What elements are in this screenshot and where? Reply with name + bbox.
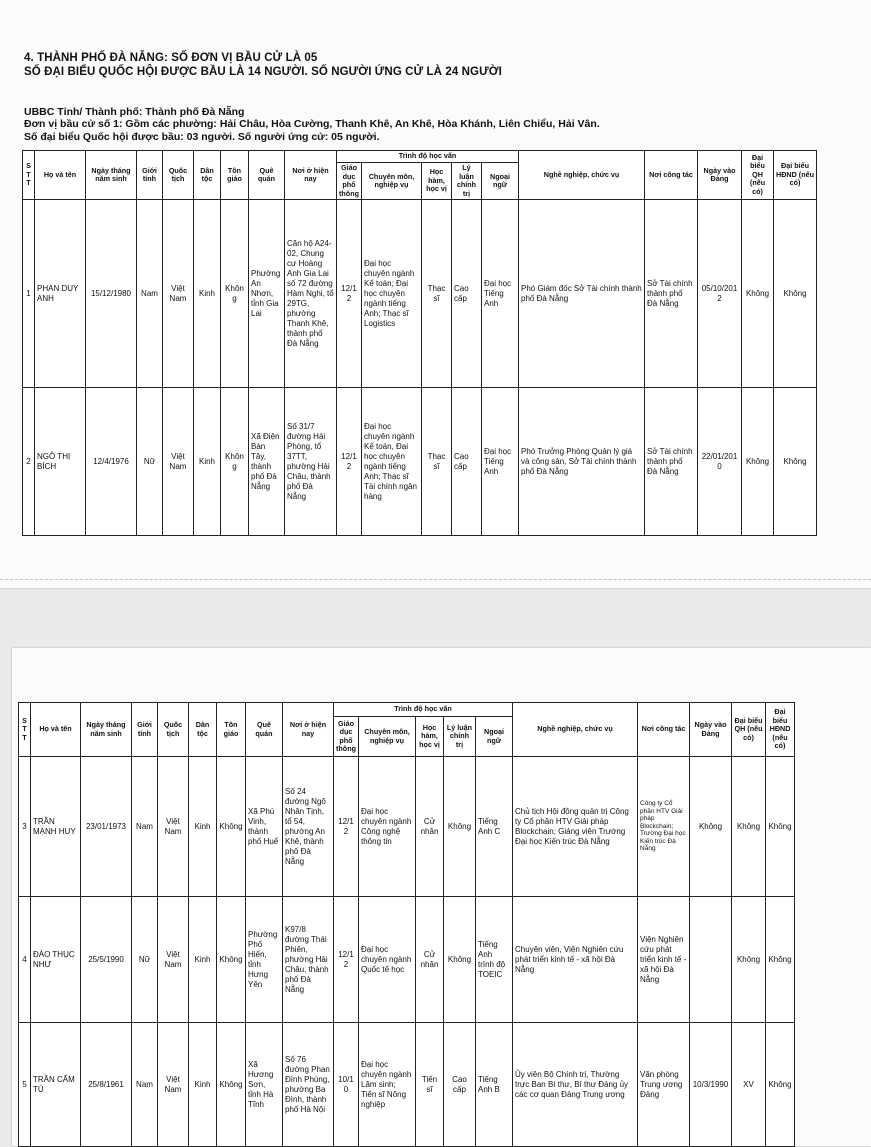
- cell-stt: 2: [23, 388, 35, 536]
- header-ethnicity: Dân tộc: [194, 151, 221, 200]
- cell-na-delegate: XV: [732, 1023, 766, 1147]
- cell-na-delegate: Không: [742, 200, 774, 388]
- cell-specialty: Đại học chuyên ngành Công nghệ thông tin: [359, 757, 416, 897]
- cell-specialty: Đại học chuyên ngành Quốc tế học: [359, 897, 416, 1023]
- cell-ethnicity: Kinh: [194, 200, 221, 388]
- table-row: [19, 897, 795, 1023]
- header-occupation: Nghề nghiệp, chức vụ: [513, 703, 638, 757]
- cell-hometown: Phường Phố Hiến, tỉnh Hưng Yên: [246, 897, 283, 1023]
- cell-council-delegate: Không: [774, 200, 817, 388]
- cell-na-delegate: Không: [732, 757, 766, 897]
- cell-language: Đại học Tiếng Anh: [482, 388, 519, 536]
- cell-residence: Số 31/7 đường Hải Phòng, tổ 37TT, phường Hải Châu, thành phố Đà Nẵng: [285, 388, 337, 536]
- cell-gender: Nam: [132, 1023, 158, 1147]
- election-committee: UBBC Tỉnh/ Thành phố: Thành phố Đà Nẵng: [24, 106, 245, 118]
- cell-gender: Nam: [137, 200, 163, 388]
- header-na-delegate: Đại biểu QH (nếu có): [742, 151, 774, 200]
- cell-nationality: Việt Nam: [163, 200, 194, 388]
- cell-na-delegate: Không: [742, 388, 774, 536]
- cell-degree: Thạc sĩ: [422, 388, 452, 536]
- cell-name: PHAN DUY ANH: [35, 200, 86, 388]
- table-row: [23, 388, 817, 536]
- cell-politics: Cao cấp: [444, 1023, 476, 1147]
- header-education-group: Trình độ học vấn: [334, 703, 513, 717]
- cell-general-edu: 12/12: [334, 757, 359, 897]
- cell-specialty: Đại học chuyên ngành Kế toán, Đại học chuyên ngành tiếng Anh; Thạc sĩ Tài chính ngân hàng: [362, 388, 422, 536]
- header-hometown: Quê quán: [246, 703, 283, 757]
- cell-general-edu: 12/12: [337, 200, 362, 388]
- header-specialty: Chuyên môn, nghiệp vụ: [359, 717, 416, 757]
- cell-council-delegate: Không: [766, 757, 795, 897]
- delegate-counts: Số đại biểu Quốc hội được bầu: 03 người. Số người ứng cử: 05 người.: [24, 131, 380, 143]
- electoral-unit: Đơn vị bầu cử số 1: Gồm các phường: Hải Châu, Hòa Cường, Thanh Khê, An Khê, Hòa Khánh, Liên Chiểu, Hải Vân.: [24, 118, 600, 130]
- header-dob: Ngày tháng năm sinh: [81, 703, 132, 757]
- cell-language: Tiếng Anh B: [476, 1023, 513, 1147]
- cell-workplace: Công ty Cổ phần HTV Giải pháp Blockchain; Trường Đại học Kiến trúc Đà Nẵng: [638, 757, 690, 897]
- cell-language: Tiếng Anh trình độ TOEIC: [476, 897, 513, 1023]
- cell-specialty: Đại học chuyên ngành Kế toán; Đại học chuyên ngành tiếng Anh; Thạc sĩ Logistics: [362, 200, 422, 388]
- cell-name: TRẦN CẨM TÚ: [31, 1023, 81, 1147]
- cell-hometown: Xã Phú Vinh, thành phố Huế: [246, 757, 283, 897]
- cell-general-edu: 12/12: [334, 897, 359, 1023]
- cell-nationality: Việt Nam: [158, 897, 189, 1023]
- table-row: [19, 1023, 795, 1147]
- cell-party-date: 22/01/2010: [698, 388, 742, 536]
- cell-name: ĐÀO THỤC NHƯ: [31, 897, 81, 1023]
- cell-degree: Tiến sĩ: [416, 1023, 444, 1147]
- header-religion: Tôn giáo: [221, 151, 249, 200]
- cell-workplace: Sở Tài chính thành phố Đà Nẵng: [645, 388, 698, 536]
- candidate-table-1: [22, 150, 817, 536]
- cell-ethnicity: Kinh: [189, 757, 217, 897]
- cell-stt: 3: [19, 757, 31, 897]
- candidate-table-2: [18, 702, 795, 1147]
- header-council-delegate: Đại biểu HĐND (nếu có): [766, 703, 795, 757]
- cell-religion: Không: [217, 757, 246, 897]
- cell-dob: 12/4/1976: [86, 388, 137, 536]
- cell-stt: 4: [19, 897, 31, 1023]
- header-language: Ngoại ngữ: [476, 717, 513, 757]
- cell-stt: 1: [23, 200, 35, 388]
- cell-religion: Không: [217, 1023, 246, 1147]
- header-ethnicity: Dân tộc: [189, 703, 217, 757]
- cell-hometown: Xã Hương Sơn, tỉnh Hà Tĩnh: [246, 1023, 283, 1147]
- cell-workplace: Văn phòng Trung ương Đảng: [638, 1023, 690, 1147]
- header-residence: Nơi ở hiện nay: [283, 703, 334, 757]
- document-title-line2: SỐ ĐẠI BIỂU QUỐC HỘI ĐƯỢC BẦU LÀ 14 NGƯỜI. SỐ NGƯỜI ỨNG CỬ LÀ 24 NGƯỜI: [24, 66, 502, 78]
- header-general-edu: Giáo dục phổ thông: [337, 163, 362, 200]
- cell-gender: Nữ: [137, 388, 163, 536]
- header-council-delegate: Đại biểu HĐND (nếu có): [774, 151, 817, 200]
- header-education-group: Trình độ học vấn: [337, 151, 519, 163]
- cell-general-edu: 10/10: [334, 1023, 359, 1147]
- cell-workplace: Sở Tài chính thành phố Đà Nẵng: [645, 200, 698, 388]
- cell-na-delegate: Không: [732, 897, 766, 1023]
- cell-council-delegate: Không: [774, 388, 817, 536]
- cell-occupation: Chuyên viên, Viện Nghiên cứu phát triển kinh tế - xã hội Đà Nẵng: [513, 897, 638, 1023]
- cell-party-date: Không: [690, 757, 732, 897]
- header-gender: Giới tính: [137, 151, 163, 200]
- table-row: [19, 757, 795, 897]
- cell-council-delegate: Không: [766, 897, 795, 1023]
- header-occupation: Nghề nghiệp, chức vụ: [519, 151, 645, 200]
- cell-nationality: Việt Nam: [158, 757, 189, 897]
- cell-dob: 25/8/1961: [81, 1023, 132, 1147]
- cell-language: Đại học Tiếng Anh: [482, 200, 519, 388]
- cell-residence: Căn hộ A24-02, Chung cư Hoàng Anh Gia Lai số 72 đường Hàm Nghi, tổ 29TG, phường Thanh Khê, thành phố Đà Nẵng: [285, 200, 337, 388]
- header-name: Họ và tên: [35, 151, 86, 200]
- cell-general-edu: 12/12: [337, 388, 362, 536]
- header-workplace: Nơi công tác: [645, 151, 698, 200]
- cell-politics: Cao cấp: [452, 200, 482, 388]
- cell-occupation: Chủ tịch Hội đồng quản trị Công ty Cổ phần HTV Giải pháp Blockchain; Giảng viên Trường Đại học Kiến trúc Đà Nẵng: [513, 757, 638, 897]
- cell-degree: Thạc sĩ: [422, 200, 452, 388]
- header-politics: Lý luận chính trị: [452, 163, 482, 200]
- cell-religion: Không: [221, 388, 249, 536]
- document-page-2: [12, 648, 871, 1146]
- header-hometown: Quê quán: [249, 151, 285, 200]
- cell-ethnicity: Kinh: [194, 388, 221, 536]
- header-politics: Lý luận chính trị: [444, 717, 476, 757]
- cell-gender: Nam: [132, 757, 158, 897]
- cell-hometown: Phường An Nhơn, tỉnh Gia Lai: [249, 200, 285, 388]
- header-workplace: Nơi công tác: [638, 703, 690, 757]
- header-dob: Ngày tháng năm sinh: [86, 151, 137, 200]
- cell-gender: Nữ: [132, 897, 158, 1023]
- cell-workplace: Viện Nghiên cứu phát triển kinh tế - xã hội Đà Nẵng: [638, 897, 690, 1023]
- cell-party-date: 05/10/2012: [698, 200, 742, 388]
- header-name: Họ và tên: [31, 703, 81, 757]
- cell-party-date: [690, 897, 732, 1023]
- cell-politics: Không: [444, 897, 476, 1023]
- cell-dob: 15/12/1980: [86, 200, 137, 388]
- header-na-delegate: Đại biểu QH (nếu có): [732, 703, 766, 757]
- cell-nationality: Việt Nam: [163, 388, 194, 536]
- cell-degree: Cử nhân: [416, 757, 444, 897]
- cell-occupation: Phó Giám đốc Sở Tài chính thành phố Đà Nẵng: [519, 200, 645, 388]
- cell-residence: Số 24 đường Ngô Nhân Tịnh, tổ 54, phường An Khê, thành phố Đà Nẵng: [283, 757, 334, 897]
- header-degree: Học hàm, học vị: [416, 717, 444, 757]
- cell-degree: Cử nhân: [416, 897, 444, 1023]
- header-stt: ST T: [19, 703, 31, 757]
- cell-dob: 23/01/1973: [81, 757, 132, 897]
- header-language: Ngoại ngữ: [482, 163, 519, 200]
- cell-religion: Không: [217, 897, 246, 1023]
- header-degree: Học hàm, học vị: [422, 163, 452, 200]
- cell-council-delegate: Không: [766, 1023, 795, 1147]
- header-party-date: Ngày vào Đảng: [698, 151, 742, 200]
- cell-language: Tiếng Anh C: [476, 757, 513, 897]
- header-gender: Giới tính: [132, 703, 158, 757]
- cell-ethnicity: Kinh: [189, 1023, 217, 1147]
- header-residence: Nơi ở hiện nay: [285, 151, 337, 200]
- cell-name: NGÔ THỊ BÍCH: [35, 388, 86, 536]
- header-party-date: Ngày vào Đảng: [690, 703, 732, 757]
- cell-hometown: Xã Điện Bàn Tây, thành phố Đà Nẵng: [249, 388, 285, 536]
- cell-politics: Không: [444, 757, 476, 897]
- header-nationality: Quốc tịch: [163, 151, 194, 200]
- cell-dob: 25/5/1990: [81, 897, 132, 1023]
- cell-residence: Số 76 đường Phan Đình Phùng, phường Ba Đình, thành phố Hà Nội: [283, 1023, 334, 1147]
- cell-name: TRẦN MẠNH HUY: [31, 757, 81, 897]
- cell-ethnicity: Kinh: [189, 897, 217, 1023]
- cell-occupation: Phó Trưởng Phòng Quản lý giá và công sản, Sở Tài chính thành phố Đà Nẵng: [519, 388, 645, 536]
- cell-specialty: Đại học chuyên ngành Lâm sinh; Tiến sĩ Nông nghiệp: [359, 1023, 416, 1147]
- header-nationality: Quốc tịch: [158, 703, 189, 757]
- cell-stt: 5: [19, 1023, 31, 1147]
- header-religion: Tôn giáo: [217, 703, 246, 757]
- header-specialty: Chuyên môn, nghiệp vụ: [362, 163, 422, 200]
- header-stt: ST T: [23, 151, 35, 200]
- table-row: [23, 200, 817, 388]
- document-title-line1: 4. THÀNH PHỐ ĐÀ NẴNG: SỐ ĐƠN VỊ BẦU CỬ LÀ 05: [24, 52, 318, 64]
- header-general-edu: Giáo dục phổ thông: [334, 717, 359, 757]
- page-break-line: [0, 579, 871, 580]
- cell-party-date: 10/3/1990: [690, 1023, 732, 1147]
- cell-occupation: Ủy viên Bộ Chính trị, Thường trực Ban Bí thư, Bí thư Đảng ủy các cơ quan Đảng Trung ương: [513, 1023, 638, 1147]
- cell-religion: Không: [221, 200, 249, 388]
- cell-politics: Cao cấp: [452, 388, 482, 536]
- cell-nationality: Việt Nam: [158, 1023, 189, 1147]
- cell-residence: K97/8 đường Thái Phiên, phường Hải Châu, thành phố Đà Nẵng: [283, 897, 334, 1023]
